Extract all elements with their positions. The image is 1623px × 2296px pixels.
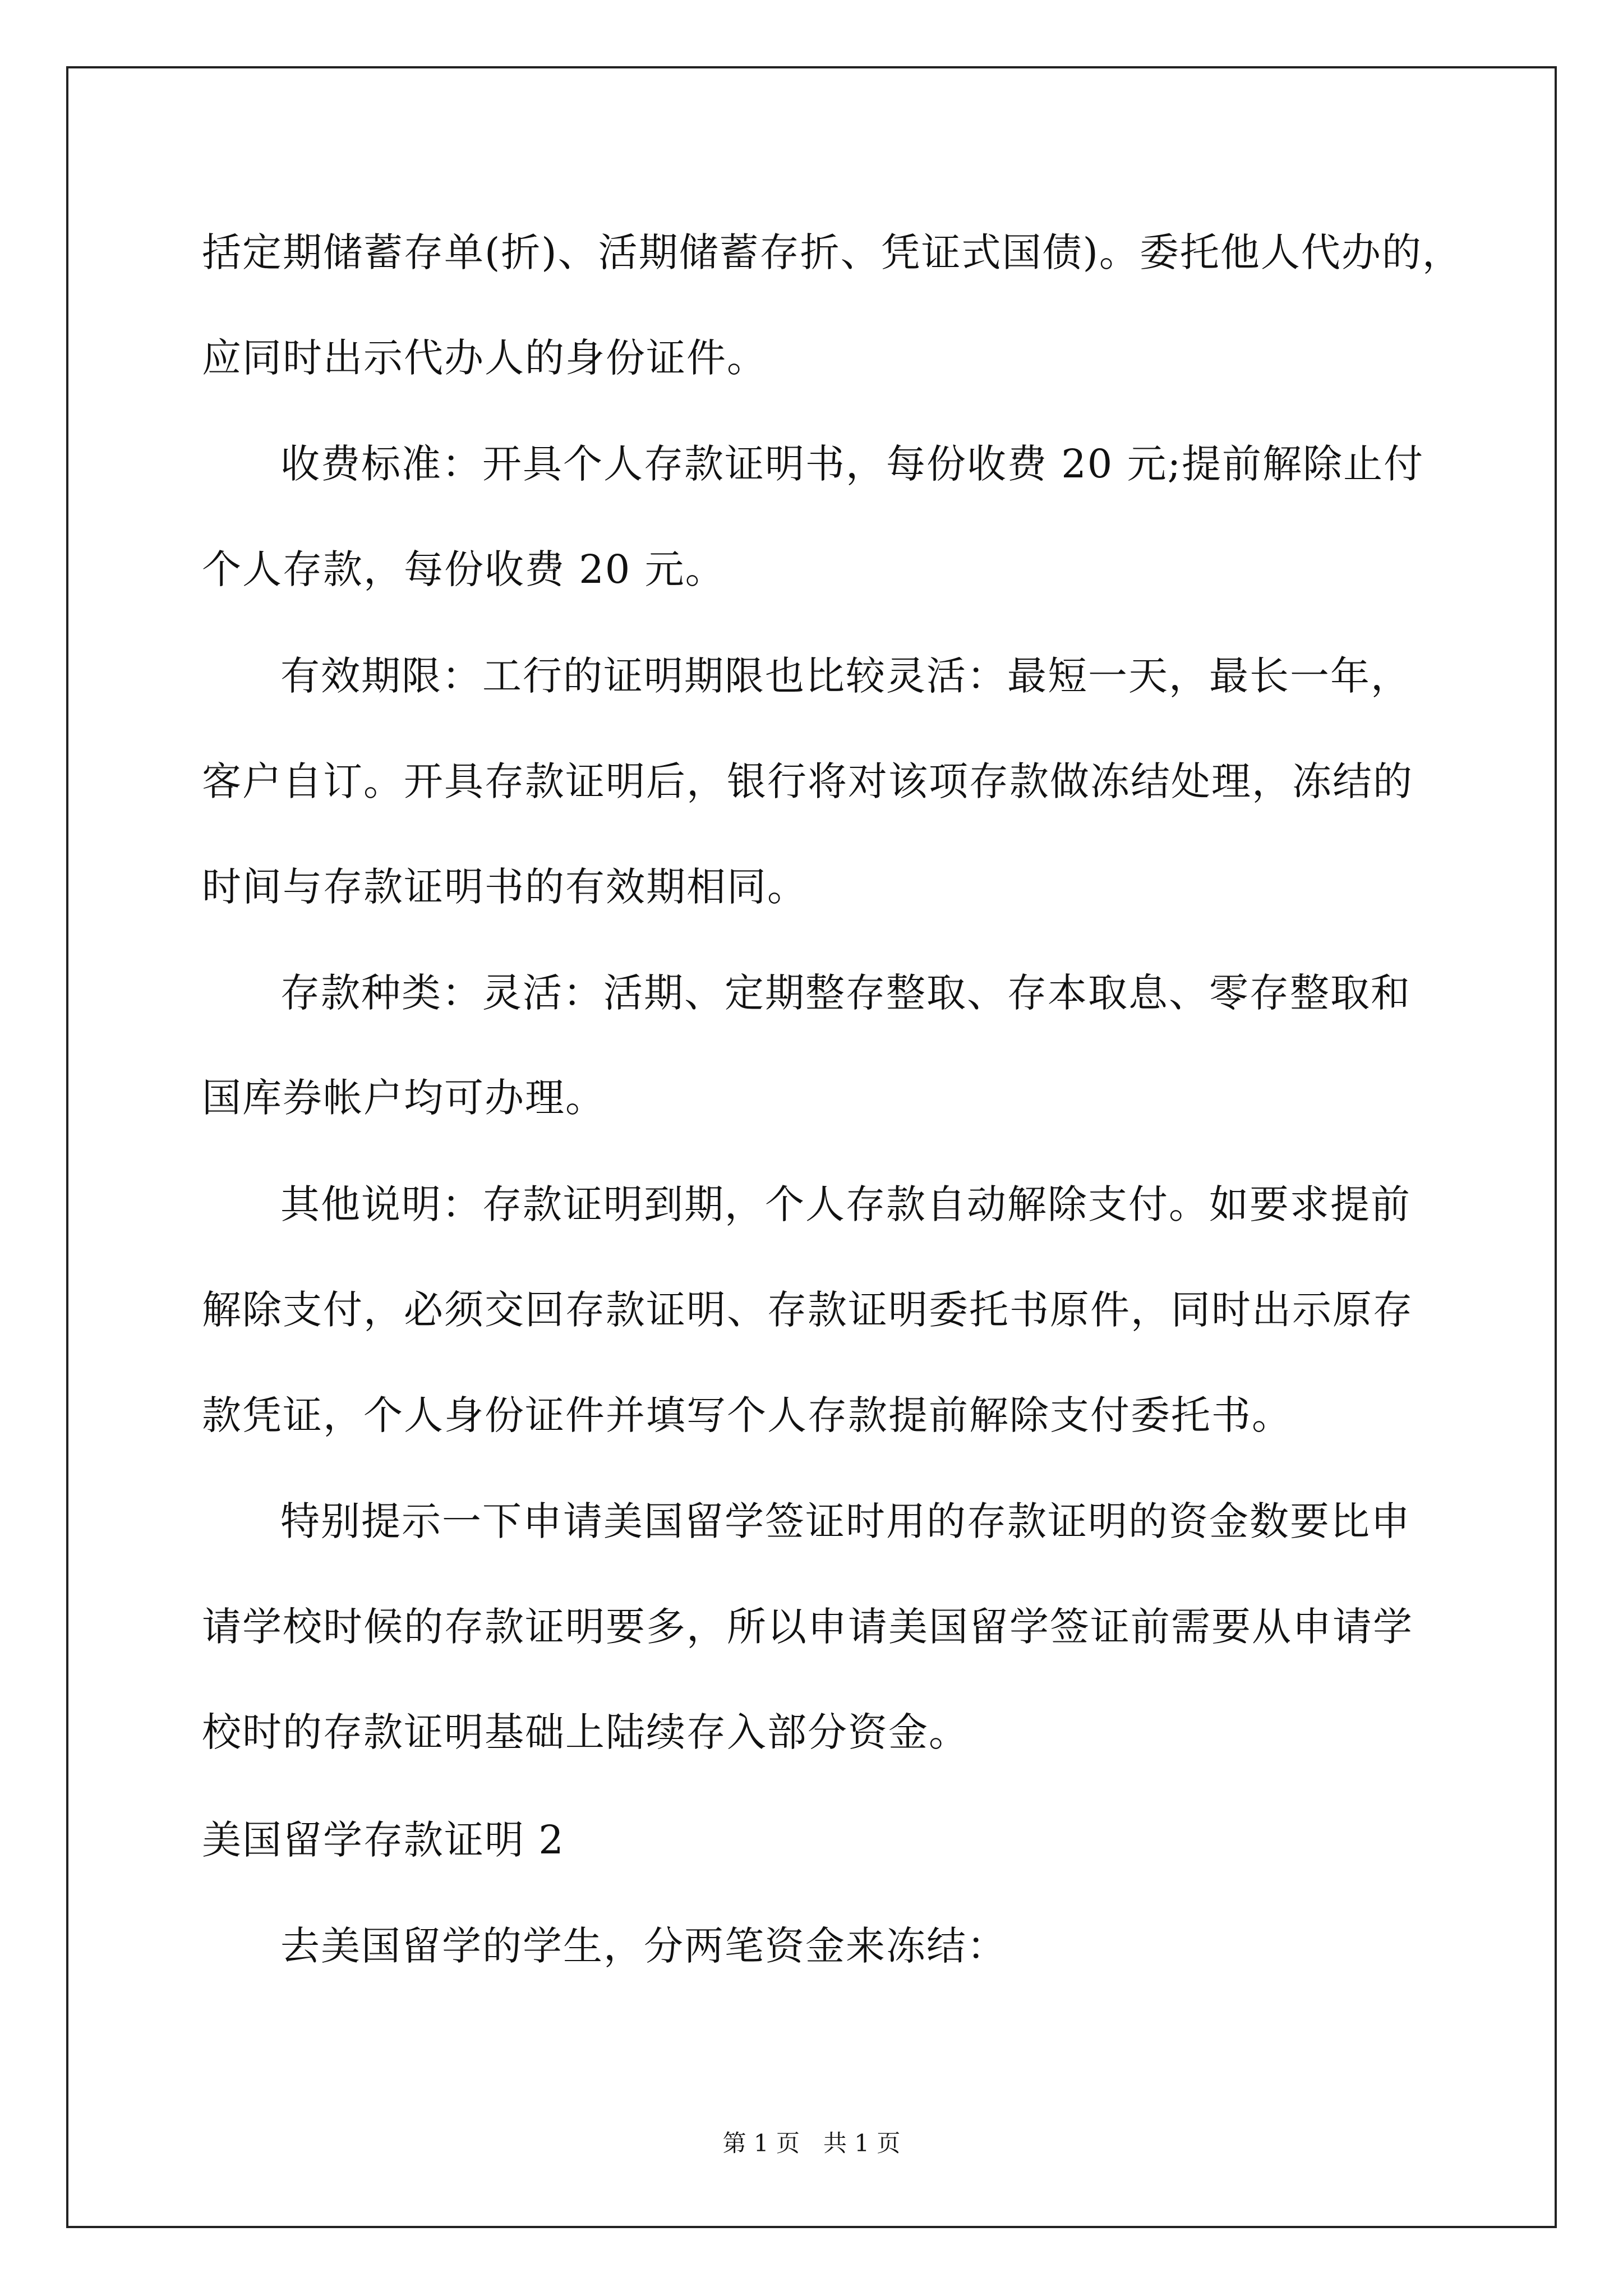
text-line-11: 解除支付，必须交回存款证明、存款证明委托书原件，同时出示原存 [202,1287,1413,1333]
text-line-5: 有效期限：工行的证明期限也比较灵活：最短一天，最长一年， [280,653,1411,699]
text-line-6: 客户自订。开具存款证明后，银行将对该项存款做冻结处理，冻结的 [202,758,1413,804]
page-footer: 第 1 页 共 1 页 [722,2129,901,2157]
text-line-7: 时间与存款证明书的有效期相同。 [202,864,808,910]
text-line-15: 校时的存款证明基础上陆续存入部分资金。 [202,1709,969,1755]
text-line-8: 存款种类：灵活：活期、定期整存整取、存本取息、零存整取和 [280,970,1411,1016]
text-line-10: 其他说明：存款证明到期，个人存款自动解除支付。如要求提前 [280,1181,1411,1227]
text-line-2: 应同时出示代办人的身份证件。 [202,335,767,381]
text-line-9: 国库券帐户均可办理。 [202,1075,606,1121]
text-line-12: 款凭证，个人身份证件并填写个人存款提前解除支付委托书。 [202,1392,1292,1438]
page-border [66,66,1557,2228]
text-line-1: 括定期储蓄存单(折)、活期储蓄存折、凭证式国债)。委托他人代办的， [202,229,1463,275]
section-heading: 美国留学存款证明 2 [202,1817,565,1863]
text-line-13: 特别提示一下申请美国留学签证时用的存款证明的资金数要比申 [280,1498,1411,1544]
text-line-17: 去美国留学的学生，分两笔资金来冻结： [280,1923,1007,1969]
text-line-3: 收费标准：开具个人存款证明书，每份收费 20 元;提前解除止付 [280,441,1424,487]
text-line-4: 个人存款，每份收费 20 元。 [202,546,726,592]
text-line-14: 请学校时候的存款证明要多，所以申请美国留学签证前需要从申请学 [202,1604,1413,1650]
